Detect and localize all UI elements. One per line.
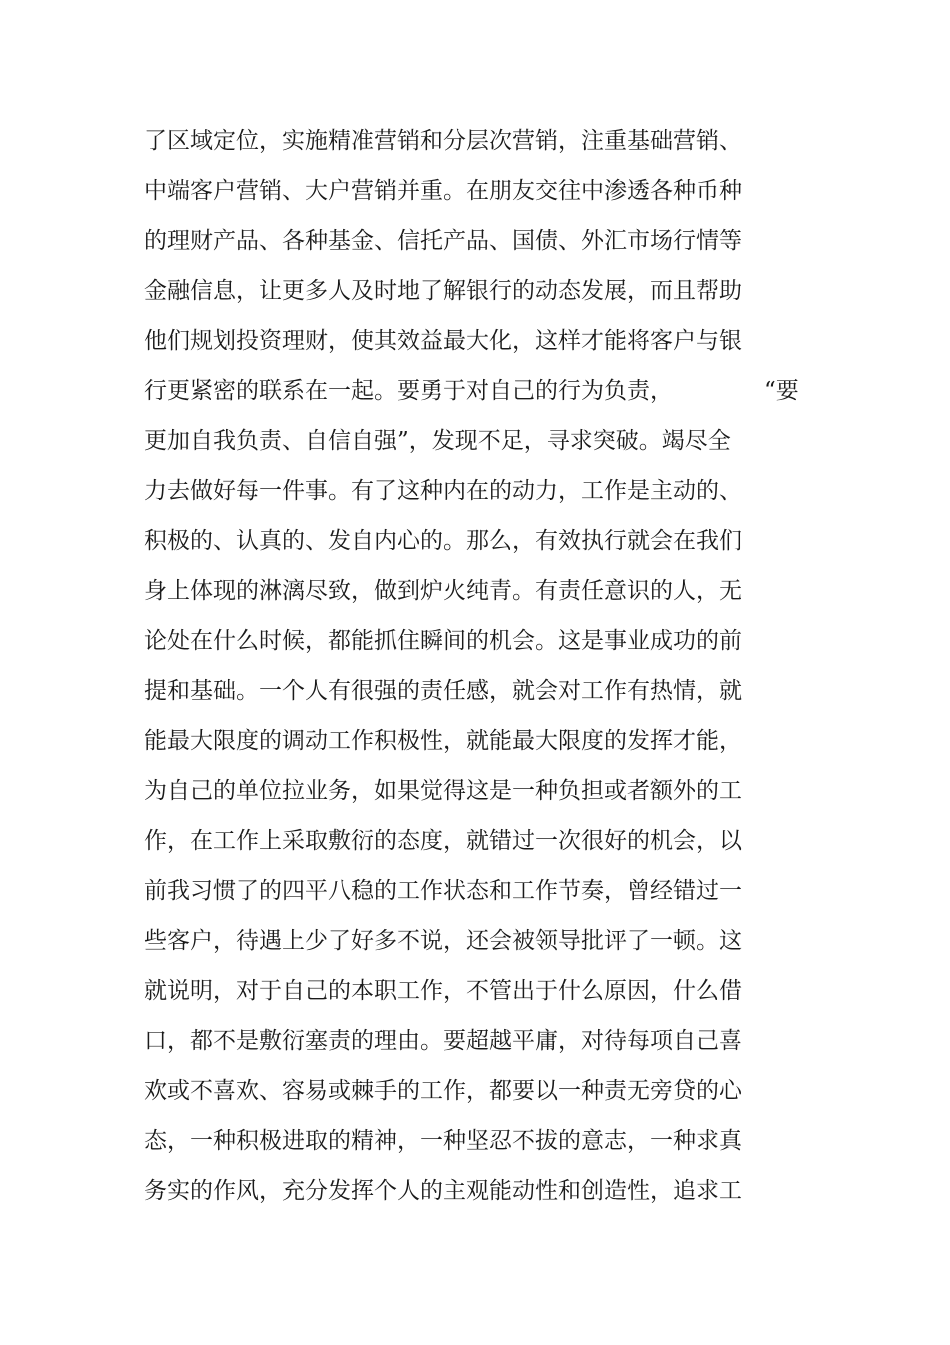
text-line: 口，都不是敷衍塞责的理由。要超越平庸，对待每项自己喜 (144, 1028, 742, 1054)
text-line: 作，在工作上采取敷衍的态度，就错过一次很好的机会，以 (144, 828, 742, 854)
text-line: 欢或不喜欢、容易或棘手的工作，都要以一种责无旁贷的心 (144, 1078, 742, 1104)
text-line: 能最大限度的调动工作积极性，就能最大限度的发挥才能， (144, 728, 742, 754)
text-line: 些客户，待遇上少了好多不说，还会被领导批评了一顿。这 (144, 928, 742, 954)
text-line: 论处在什么时候，都能抓住瞬间的机会。这是事业成功的前 (144, 628, 742, 654)
text-line: 就说明，对于自己的本职工作，不管出于什么原因，什么借 (144, 978, 742, 1004)
text-line: 务实的作风，充分发挥个人的主观能动性和创造性，追求工 (144, 1178, 742, 1204)
text-line-with-trailing (144, 375, 799, 407)
text-line: 了区域定位，实施精准营销和分层次营销，注重基础营销、 (144, 128, 742, 154)
text-line: 中端客户营销、大户营销并重。在朋友交往中渗透各种币种 (144, 178, 742, 204)
text-line: 的理财产品、各种基金、信托产品、国债、外汇市场行情等 (144, 228, 742, 254)
text-line: 为自己的单位拉业务，如果觉得这是一种负担或者额外的工 (144, 778, 742, 804)
trailing-quote-text: “要 (764, 378, 799, 404)
text-line: 金融信息，让更多人及时地了解银行的动态发展，而且帮助 (144, 278, 742, 304)
text-line: 身上体现的淋漓尽致，做到炉火纯青。有责任意识的人，无 (144, 578, 742, 604)
text-line: 更加自我负责、自信自强”，发现不足，寻求突破。竭尽全 (144, 428, 731, 454)
text-line: 前我习惯了的四平八稳的工作状态和工作节奏，曾经错过一 (144, 878, 742, 904)
text-line: 提和基础。一个人有很强的责任感，就会对工作有热情，就 (144, 678, 742, 704)
text-line: 积极的、认真的、发自内心的。那么，有效执行就会在我们 (144, 528, 742, 554)
text-line: 他们规划投资理财，使其效益最大化，这样才能将客户与银 (144, 328, 742, 354)
text-line: 态，一种积极进取的精神，一种坚忍不拔的意志，一种求真 (144, 1128, 742, 1154)
text-line-main: 行更紧密的联系在一起。要勇于对自己的行为负责， (144, 378, 673, 404)
text-line: 力去做好每一件事。有了这种内在的动力，工作是主动的、 (144, 478, 742, 504)
